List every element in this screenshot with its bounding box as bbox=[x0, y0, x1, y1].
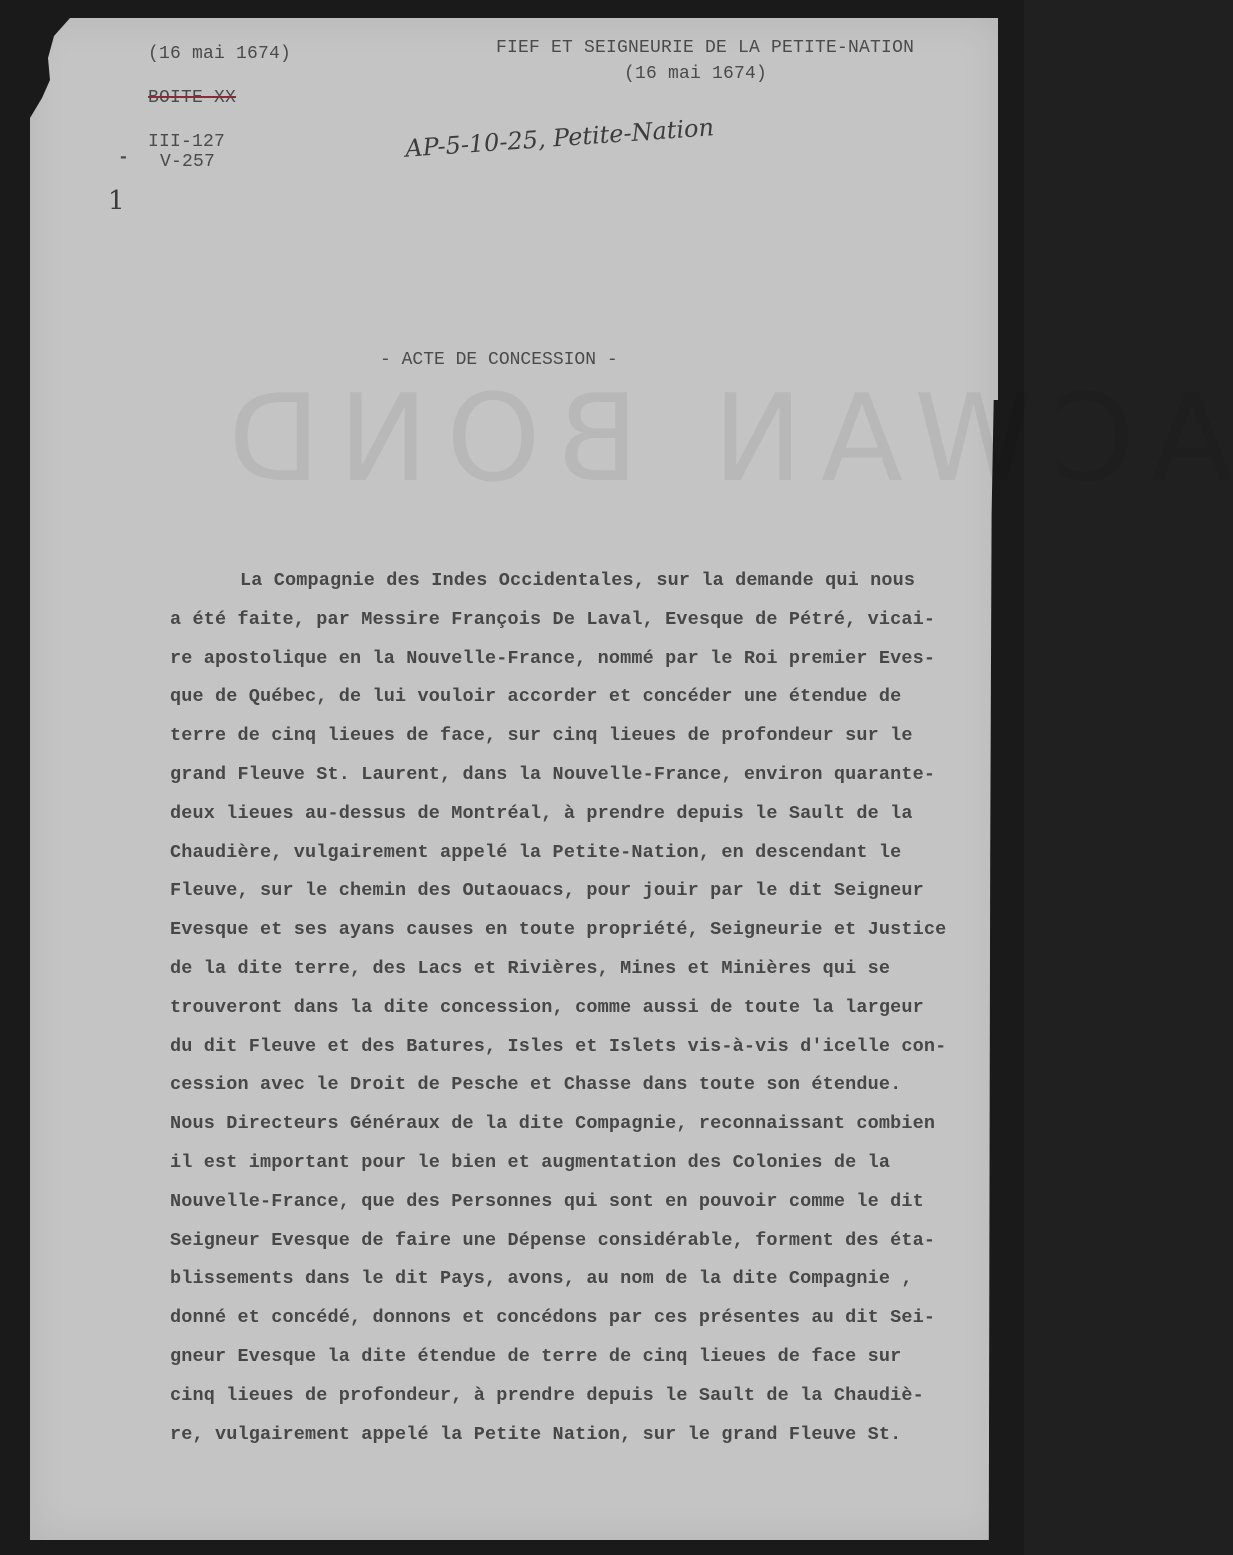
body-line: grand Fleuve St. Laurent, dans la Nouvelle-France, environ quarante- bbox=[170, 763, 936, 785]
body-line: deux lieues au-dessus de Montréal, à prendre depuis le Sault de la bbox=[170, 802, 913, 824]
header-left-date: (16 mai 1674) bbox=[148, 44, 292, 64]
margin-marker: - bbox=[118, 148, 130, 168]
body-line: que de Québec, de lui vouloir accorder et concéder une étendue de bbox=[170, 686, 902, 708]
body-line: gneur Evesque la dite étendue de terre de cinq lieues de face sur bbox=[170, 1345, 902, 1367]
body-line: du dit Fleuve et des Batures, Isles et Islets vis-à-vis d'icelle con- bbox=[170, 1035, 947, 1057]
body-line: terre de cinq lieues de face, sur cinq lieues de profondeur sur le bbox=[170, 725, 913, 747]
header-reference-1: III-127 bbox=[148, 132, 226, 152]
body-line: Fleuve, sur le chemin des Outaouacs, pour jouir par le dit Seigneur bbox=[170, 880, 924, 902]
body-line: de la dite terre, des Lacs et Rivières, Mines et Minières qui se bbox=[170, 957, 891, 979]
body-line: re, vulgairement appelé la Petite Nation, sur le grand Fleuve St. bbox=[170, 1423, 902, 1445]
header-right-title: FIEF ET SEIGNEURIE DE LA PETITE-NATION bbox=[496, 38, 915, 58]
bleed-through-watermark: ACWAN BOND bbox=[210, 370, 1233, 509]
document-body bbox=[170, 562, 990, 1454]
body-line: Chaudière, vulgairement appelé la Petite-Nation, en descendant le bbox=[170, 841, 902, 863]
body-line: il est important pour le bien et augmentation des Colonies de la bbox=[170, 1151, 891, 1173]
body-line: trouveront dans la dite concession, comme aussi de toute la largeur bbox=[170, 996, 924, 1018]
body-line: Seigneur Evesque de faire une Dépense considérable, forment des éta- bbox=[170, 1229, 936, 1251]
body-line: a été faite, par Messire François De Laval, Evesque de Pétré, vicai- bbox=[170, 608, 936, 630]
body-line: blissements dans le dit Pays, avons, au nom de la dite Compagnie , bbox=[170, 1268, 913, 1290]
header-right-date: (16 mai 1674) bbox=[624, 64, 768, 84]
header-box-number: BOITE XX bbox=[148, 88, 237, 108]
body-line: Nouvelle-France, que des Personnes qui sont en pouvoir comme le dit bbox=[170, 1190, 924, 1212]
body-line: cinq lieues de profondeur, à prendre depuis le Sault de la Chaudiè- bbox=[170, 1384, 924, 1406]
handwritten-reference: AP-5-10-25, Petite-Nation bbox=[404, 113, 715, 163]
header-reference-2: V-257 bbox=[160, 152, 216, 172]
body-line: La Compagnie des Indes Occidentales, sur la demande qui nous bbox=[240, 570, 916, 591]
body-line: re apostolique en la Nouvelle-France, nommé par le Roi premier Eves- bbox=[170, 647, 936, 669]
body-line: Evesque et ses ayans causes en toute propriété, Seigneurie et Justice bbox=[170, 919, 947, 941]
body-line: cession avec le Droit de Pesche et Chasse dans toute son étendue. bbox=[170, 1074, 902, 1096]
document-title: - ACTE DE CONCESSION - bbox=[380, 350, 618, 370]
page-number: 1 bbox=[108, 186, 125, 216]
body-line: Nous Directeurs Généraux de la dite Compagnie, reconnaissant combien bbox=[170, 1113, 936, 1135]
body-line: donné et concédé, donnons et concédons par ces présentes au dit Sei- bbox=[170, 1307, 936, 1329]
